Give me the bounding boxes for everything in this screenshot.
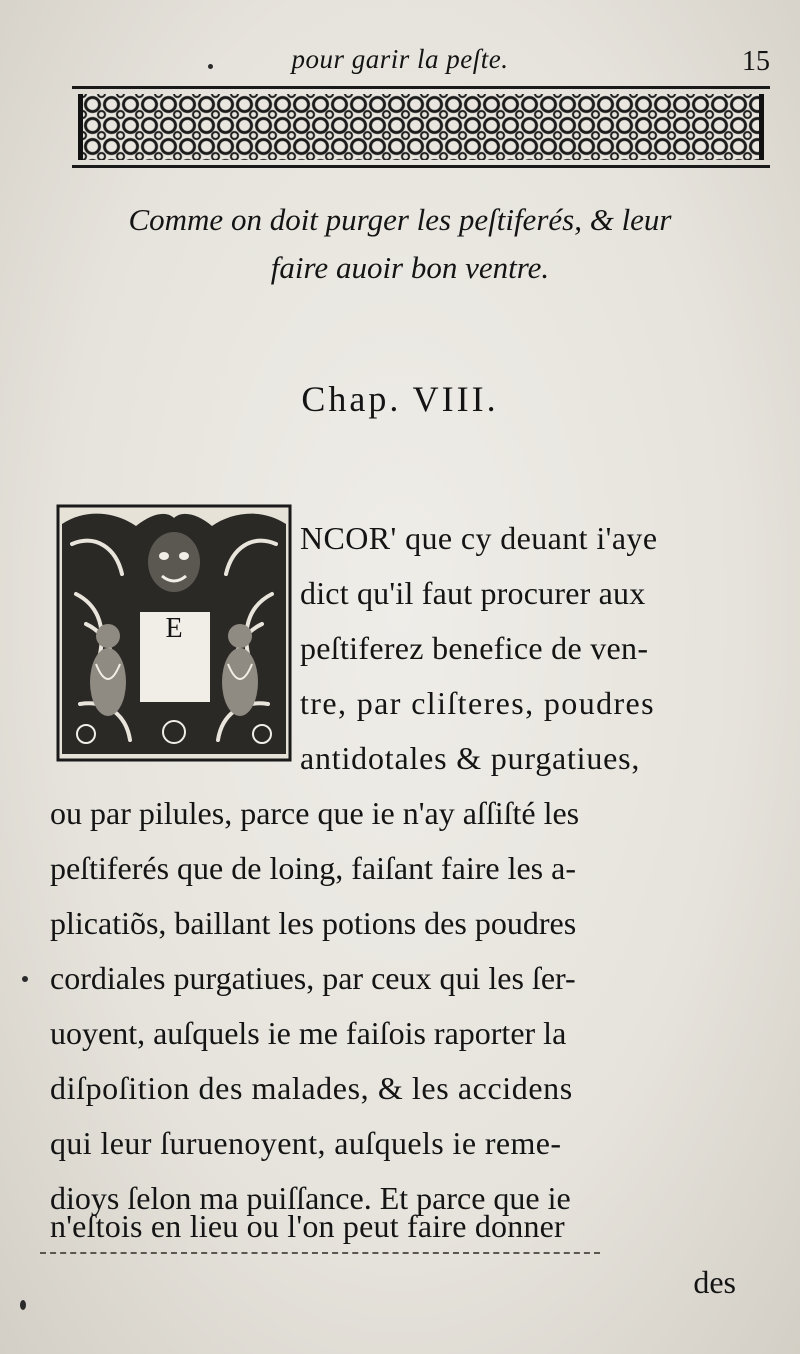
text-line-1: NCOR' que cy deuant i'aye bbox=[300, 520, 658, 556]
ink-speck bbox=[20, 1300, 26, 1310]
text-line-6: ou par pilules, parce que ie n'ay aſſiſté les bbox=[50, 795, 580, 831]
text-line-10: uoyent, auſquels ie me faiſois raporter la bbox=[50, 1015, 567, 1051]
text-line-14: n'eſtois en lieu ou l'on peut faire donner bbox=[50, 1208, 565, 1244]
text-line-2: dict qu'il faut procurer aux bbox=[300, 575, 646, 611]
running-head: pour garir la peſte. bbox=[291, 44, 509, 74]
text-line-7: peſtiferés que de loing, faiſant faire les a- bbox=[50, 850, 576, 886]
ink-speck bbox=[22, 976, 28, 982]
text-line-5: antidotales & purgatiues, bbox=[300, 740, 641, 776]
catchword: des bbox=[693, 1264, 736, 1300]
text-line-13: dioys ſelon ma puiſſance. Et parce que ie bbox=[50, 1180, 571, 1216]
chapter-title-line-1: Comme on doit purger les peſtiferés, & leur bbox=[128, 202, 672, 237]
chapter-title-line-2: faire auoir bon ventre. bbox=[270, 250, 550, 285]
text-line-4: tre, par cliſteres, poudres bbox=[300, 685, 656, 721]
text-line-11: diſpoſition des malades, & les accidens bbox=[50, 1070, 573, 1106]
ink-speck bbox=[208, 64, 213, 69]
text-line-8: plicatiõs, baillant les potions des poudres bbox=[50, 905, 577, 941]
drop-cap-letter: E bbox=[165, 613, 183, 644]
chapter-number: Chap. VIII. bbox=[301, 379, 499, 419]
text-line-3: peſtiferez benefice de ven- bbox=[300, 630, 649, 666]
page-number: 15 bbox=[742, 46, 770, 77]
text-line-12: qui leur ſuruenoyent, auſquels ie reme- bbox=[50, 1125, 562, 1161]
text-line-9: cordiales purgatiues, par ceux qui les ſer- bbox=[50, 960, 576, 996]
bottom-dashed-rule bbox=[40, 1252, 600, 1254]
